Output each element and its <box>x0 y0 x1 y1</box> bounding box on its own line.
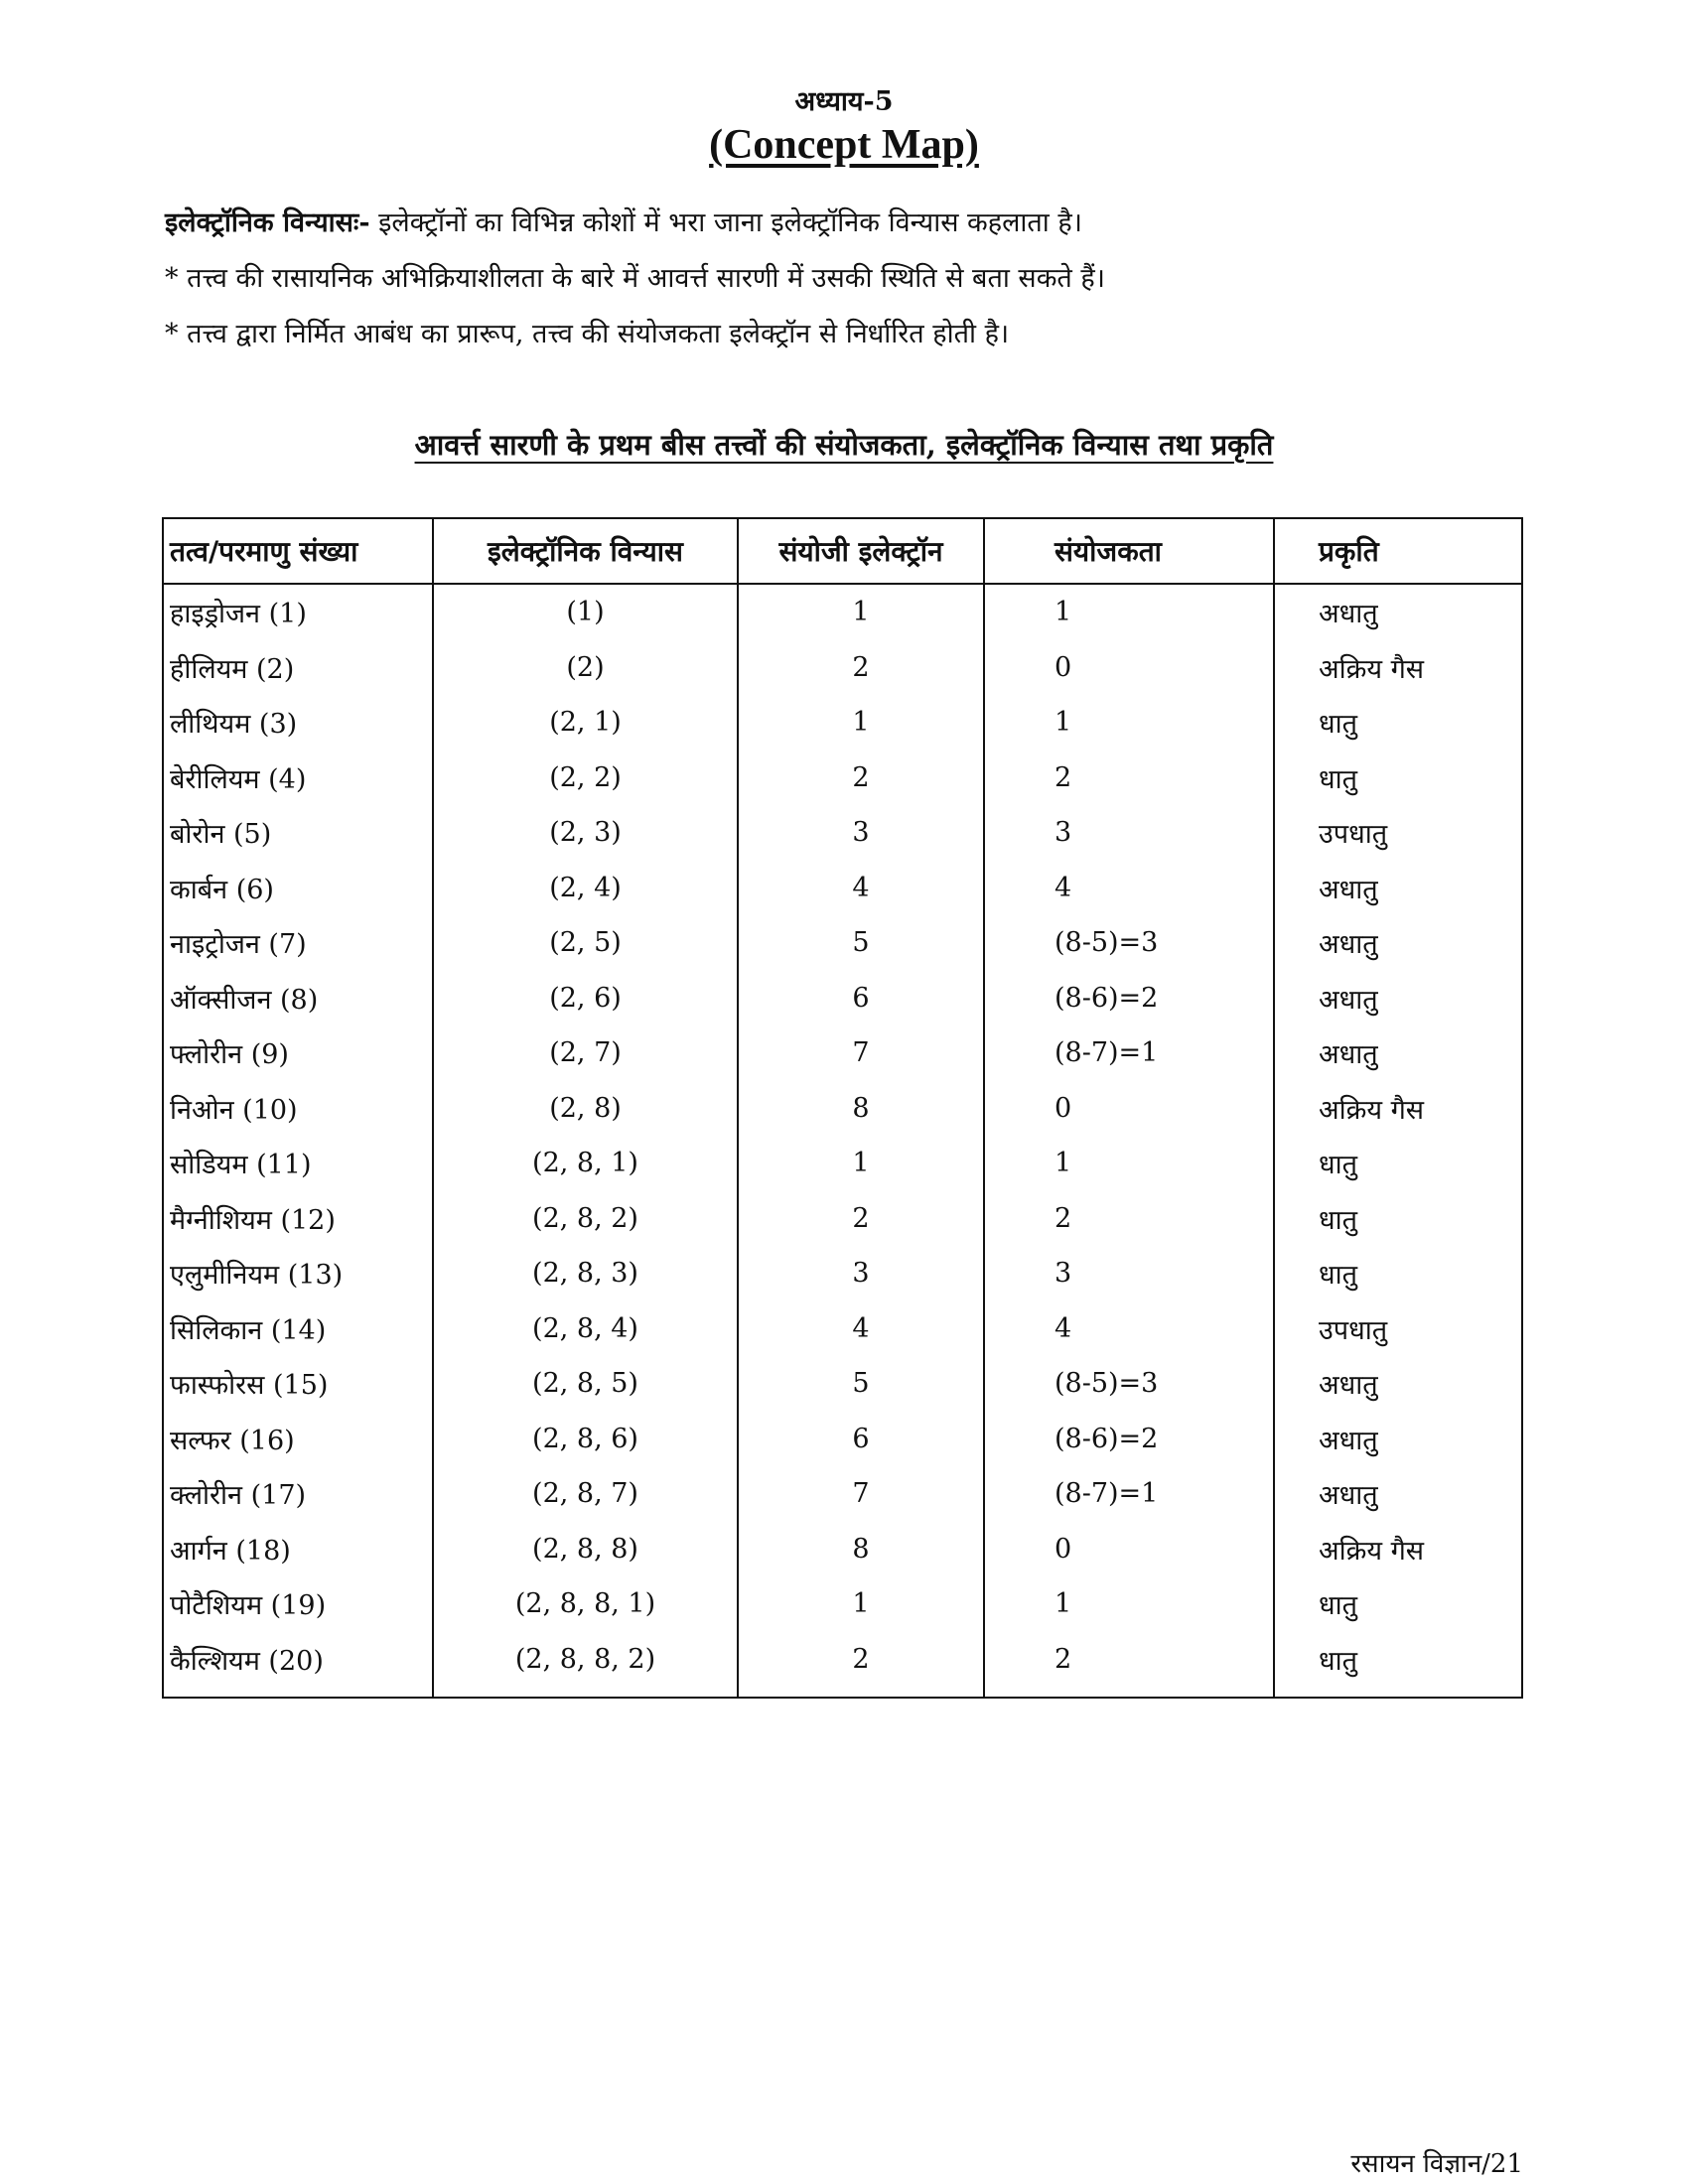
cell-valency: (8-7)=1 <box>984 1025 1274 1081</box>
cell-nature: अधातु <box>1274 1025 1522 1081</box>
cell-valence-electrons: 5 <box>738 915 984 971</box>
cell-element: लीथियम (3) <box>163 695 433 751</box>
cell-element: पोटैशियम (19) <box>163 1576 433 1632</box>
cell-element: नाइट्रोजन (7) <box>163 915 433 971</box>
cell-valence-electrons: 4 <box>738 1301 984 1357</box>
cell-valency: 1 <box>984 1136 1274 1191</box>
cell-element: हीलियम (2) <box>163 640 433 696</box>
cell-element: हाइड्रोजन (1) <box>163 584 433 640</box>
cell-valence-electrons: 7 <box>738 1025 984 1081</box>
cell-valency: 2 <box>984 1191 1274 1247</box>
table-row <box>163 1576 1522 1632</box>
cell-valence-electrons: 3 <box>738 1246 984 1301</box>
cell-configuration: (2, 4) <box>433 861 738 916</box>
cell-valence-electrons: 5 <box>738 1356 984 1412</box>
cell-valency: (8-5)=3 <box>984 915 1274 971</box>
cell-valence-electrons: 1 <box>738 1576 984 1632</box>
cell-valency: 0 <box>984 1522 1274 1577</box>
cell-configuration: (1) <box>433 584 738 640</box>
cell-element: फास्फोरस (15) <box>163 1356 433 1412</box>
header-configuration: इलेक्ट्रॉनिक विन्यास <box>433 518 738 584</box>
cell-nature: उपधातु <box>1274 1301 1522 1357</box>
definition-term: इलेक्ट्रॉनिक विन्यासः- <box>165 207 370 238</box>
table-row <box>163 1412 1522 1467</box>
cell-valence-electrons: 3 <box>738 805 984 861</box>
cell-element: बोरोन (5) <box>163 805 433 861</box>
cell-configuration: (2, 8, 6) <box>433 1412 738 1467</box>
cell-element: सिलिकान (14) <box>163 1301 433 1357</box>
cell-element: ऑक्सीजन (8) <box>163 971 433 1026</box>
table-row <box>163 1522 1522 1577</box>
cell-configuration: (2, 8, 2) <box>433 1191 738 1247</box>
cell-nature: अधातु <box>1274 584 1522 640</box>
cell-nature: धातु <box>1274 1576 1522 1632</box>
table-row <box>163 805 1522 861</box>
cell-valence-electrons: 1 <box>738 1136 984 1191</box>
cell-nature: अधातु <box>1274 971 1522 1026</box>
table-row <box>163 1136 1522 1191</box>
table-body <box>163 584 1522 1698</box>
cell-valence-electrons: 8 <box>738 1522 984 1577</box>
cell-element: सल्फर (16) <box>163 1412 433 1467</box>
cell-configuration: (2, 8, 8, 1) <box>433 1576 738 1632</box>
cell-valency: 0 <box>984 1081 1274 1137</box>
intro-point-2: * तत्त्व द्वारा निर्मित आबंध का प्रारूप, तत्त्व की संयोजकता इलेक्ट्रॉन से निर्धारित होती है। <box>165 319 1010 349</box>
table-row <box>163 695 1522 751</box>
definition-paragraph <box>165 204 1356 243</box>
cell-nature: अधातु <box>1274 915 1522 971</box>
cell-element: सोडियम (11) <box>163 1136 433 1191</box>
cell-valency: 0 <box>984 640 1274 696</box>
elements-table <box>162 517 1523 1699</box>
header-row <box>163 518 1522 584</box>
cell-nature: धातु <box>1274 1136 1522 1191</box>
cell-configuration: (2, 8, 8) <box>433 1522 738 1577</box>
cell-element: आर्गन (18) <box>163 1522 433 1577</box>
cell-valence-electrons: 2 <box>738 1191 984 1247</box>
table-row <box>163 915 1522 971</box>
cell-element: निओन (10) <box>163 1081 433 1137</box>
cell-valency: 1 <box>984 695 1274 751</box>
cell-nature: अधातु <box>1274 1412 1522 1467</box>
cell-valency: 2 <box>984 1632 1274 1699</box>
header-element: तत्व/परमाणु संख्या <box>163 518 433 584</box>
table-row <box>163 1025 1522 1081</box>
table-row <box>163 861 1522 916</box>
cell-nature: उपधातु <box>1274 805 1522 861</box>
cell-valence-electrons: 2 <box>738 751 984 806</box>
cell-valence-electrons: 1 <box>738 695 984 751</box>
cell-nature: अक्रिय गैस <box>1274 1081 1522 1137</box>
cell-valency: (8-6)=2 <box>984 971 1274 1026</box>
header-valency: संयोजकता <box>984 518 1274 584</box>
cell-nature: धातु <box>1274 1246 1522 1301</box>
cell-valency: 3 <box>984 805 1274 861</box>
cell-element: क्लोरीन (17) <box>163 1466 433 1522</box>
table-row <box>163 751 1522 806</box>
cell-valency: (8-5)=3 <box>984 1356 1274 1412</box>
cell-nature: अक्रिय गैस <box>1274 1522 1522 1577</box>
cell-nature: अधातु <box>1274 1466 1522 1522</box>
table-row <box>163 1356 1522 1412</box>
cell-valency: 4 <box>984 861 1274 916</box>
cell-valency: 4 <box>984 1301 1274 1357</box>
cell-configuration: (2, 8) <box>433 1081 738 1137</box>
cell-valence-electrons: 7 <box>738 1466 984 1522</box>
cell-configuration: (2, 2) <box>433 751 738 806</box>
cell-configuration: (2, 6) <box>433 971 738 1026</box>
intro-point-1: * तत्त्व की रासायनिक अभिक्रियाशीलता के बारे में आवर्त्त सारणी में उसकी स्थिति से बता सकते हैं। <box>165 263 1105 294</box>
cell-valence-electrons: 2 <box>738 640 984 696</box>
cell-element: कैल्शियम (20) <box>163 1632 433 1699</box>
chapter-heading: अध्याय-5 <box>794 86 894 117</box>
cell-nature: धातु <box>1274 695 1522 751</box>
table-row <box>163 1632 1522 1699</box>
cell-configuration: (2, 8, 8, 2) <box>433 1632 738 1699</box>
table-row <box>163 640 1522 696</box>
table-row <box>163 1081 1522 1137</box>
cell-configuration: (2, 8, 5) <box>433 1356 738 1412</box>
definition-text: इलेक्ट्रॉनों का विभिन्न कोशों में भरा जाना इलेक्ट्रॉनिक विन्यास कहलाता है। <box>378 207 1082 238</box>
cell-nature: अधातु <box>1274 1356 1522 1412</box>
page-footer: रसायन विज्ञान/21 <box>1350 2149 1523 2179</box>
cell-valency: 2 <box>984 751 1274 806</box>
table-row <box>163 1466 1522 1522</box>
cell-configuration: (2) <box>433 640 738 696</box>
table-row <box>163 1246 1522 1301</box>
cell-element: कार्बन (6) <box>163 861 433 916</box>
table-row <box>163 971 1522 1026</box>
table-title-text: आवर्त्त सारणी के प्रथम बीस तत्त्वों की संयोजकता, इलेक्ट्रॉनिक विन्यास तथा प्रकृति <box>414 428 1274 462</box>
cell-valence-electrons: 1 <box>738 584 984 640</box>
table-title <box>0 425 1688 464</box>
header-nature: प्रकृति <box>1274 518 1522 584</box>
table-row <box>163 1301 1522 1357</box>
table-header <box>163 518 1522 584</box>
cell-element: बेरीलियम (4) <box>163 751 433 806</box>
table-row <box>163 584 1522 640</box>
cell-nature: धातु <box>1274 1191 1522 1247</box>
cell-valence-electrons: 8 <box>738 1081 984 1137</box>
cell-nature: अक्रिय गैस <box>1274 640 1522 696</box>
cell-valence-electrons: 4 <box>738 861 984 916</box>
cell-configuration: (2, 5) <box>433 915 738 971</box>
cell-nature: अधातु <box>1274 861 1522 916</box>
page-title-text: (Concept Map) <box>709 122 979 168</box>
cell-nature: धातु <box>1274 1632 1522 1699</box>
cell-valency: 1 <box>984 584 1274 640</box>
page-title <box>0 121 1688 169</box>
cell-configuration: (2, 8, 7) <box>433 1466 738 1522</box>
header-valence-electrons: संयोजी इलेक्ट्रॉन <box>738 518 984 584</box>
cell-element: एलुमीनियम (13) <box>163 1246 433 1301</box>
cell-valence-electrons: 2 <box>738 1632 984 1699</box>
cell-element: फ्लोरीन (9) <box>163 1025 433 1081</box>
cell-configuration: (2, 8, 1) <box>433 1136 738 1191</box>
cell-configuration: (2, 8, 3) <box>433 1246 738 1301</box>
cell-configuration: (2, 1) <box>433 695 738 751</box>
cell-valency: 1 <box>984 1576 1274 1632</box>
cell-configuration: (2, 7) <box>433 1025 738 1081</box>
cell-nature: धातु <box>1274 751 1522 806</box>
cell-valency: (8-6)=2 <box>984 1412 1274 1467</box>
cell-configuration: (2, 8, 4) <box>433 1301 738 1357</box>
cell-valency: 3 <box>984 1246 1274 1301</box>
cell-valence-electrons: 6 <box>738 1412 984 1467</box>
table-row <box>163 1191 1522 1247</box>
cell-valency: (8-7)=1 <box>984 1466 1274 1522</box>
cell-valence-electrons: 6 <box>738 971 984 1026</box>
cell-element: मैग्नीशियम (12) <box>163 1191 433 1247</box>
cell-configuration: (2, 3) <box>433 805 738 861</box>
